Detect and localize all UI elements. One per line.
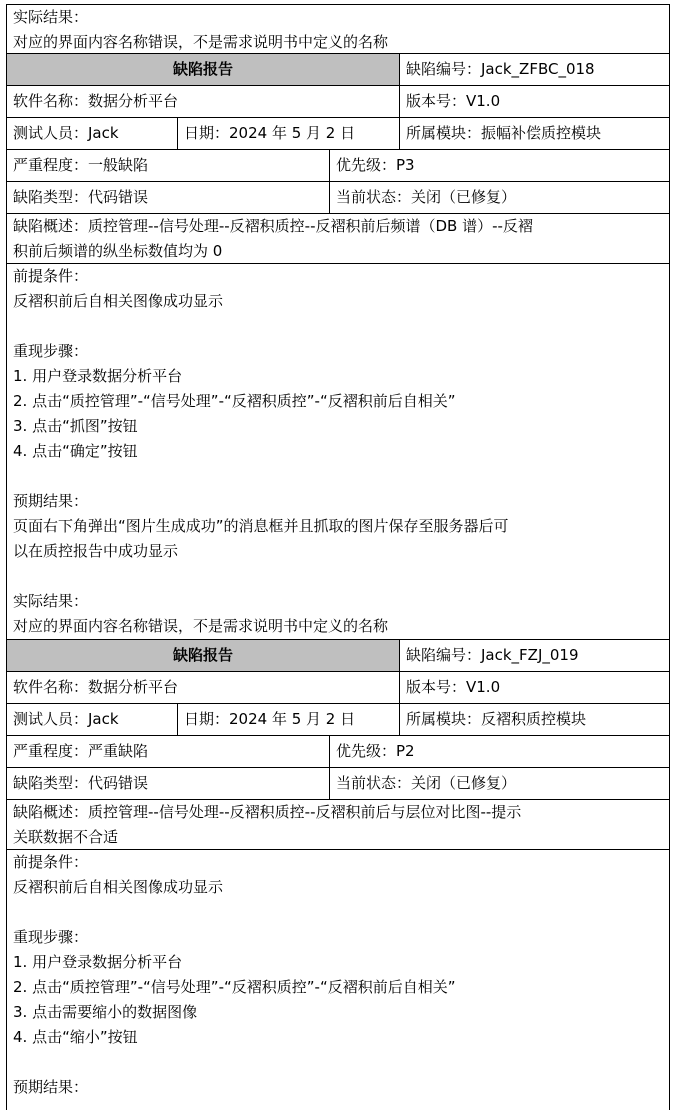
precondition-label: 前提条件： [13,267,89,285]
report1-software-row [6,86,670,118]
steps-label: 重现步骤： [13,342,89,360]
step-item: 2. 点击“质控管理”-“信号处理”-“反褶积质控”-“反褶积前后自相关” [13,392,456,410]
severity: 严重程度：一般缺陷 [13,156,149,174]
actual-text: 对应的界面内容名称错误，不是需求说明书中定义的名称 [13,617,389,635]
summary-line: 关联数据不合适 [13,828,119,846]
step-item: 1. 用户登录数据分析平台 [13,953,183,971]
defect-id: 缺陷编号：Jack_FZJ_019 [399,640,669,671]
report1-header-row [6,54,670,86]
defect-id: 缺陷编号：Jack_ZFBC_018 [399,54,669,85]
precondition-label: 前提条件： [13,853,89,871]
software-name: 软件名称：数据分析平台 [13,92,179,110]
report1-summary-row [6,214,670,264]
report1-tester-row [6,118,670,150]
version-number: 版本号：V1.0 [399,86,669,117]
expected-text: 以在质控报告中成功显示 [13,542,179,560]
priority: 优先级：P3 [329,150,669,181]
expected-text: 页面右下角弹出“图片生成成功”的消息框并且抓取的图片保存至服务器后可 [13,517,509,535]
precondition-text: 反褶积前后自相关图像成功显示 [13,292,224,310]
expected-label: 预期结果： [13,1078,89,1096]
report1-details [6,264,670,640]
current-status: 当前状态：关闭（已修复） [329,182,669,213]
tester: 测试人员：Jack [13,710,119,728]
report-date: 日期：2024 年 5 月 2 日 [177,118,399,149]
current-status: 当前状态：关闭（已修复） [329,768,669,799]
defect-type: 缺陷类型：代码错误 [13,774,149,792]
module: 所属模块：反褶积质控模块 [399,704,669,735]
priority: 优先级：P2 [329,736,669,767]
actual-result-label: 实际结果： [13,8,89,26]
step-item: 3. 点击需要缩小的数据图像 [13,1003,198,1021]
actual-label: 实际结果： [13,592,89,610]
defect-type: 缺陷类型：代码错误 [13,188,149,206]
severity: 严重程度：严重缺陷 [13,742,149,760]
step-item: 4. 点击“确定”按钮 [13,442,138,460]
step-item: 2. 点击“质控管理”-“信号处理”-“反褶积质控”-“反褶积前后自相关” [13,978,456,996]
step-item: 3. 点击“抓图”按钮 [13,417,138,435]
actual-result-text: 对应的界面内容名称错误，不是需求说明书中定义的名称 [13,33,389,51]
expected-label: 预期结果： [13,492,89,510]
summary-line: 积前后频谱的纵坐标数值均为 0 [13,242,223,260]
report2-severity-row [6,736,670,768]
software-name: 软件名称：数据分析平台 [13,678,179,696]
report2-tester-row [6,704,670,736]
report2-type-row [6,768,670,800]
report-title: 缺陷报告 [7,640,399,671]
step-item: 4. 点击“缩小”按钮 [13,1028,138,1046]
report1-type-row [6,182,670,214]
report2-software-row [6,672,670,704]
version-number: 版本号：V1.0 [399,672,669,703]
tester: 测试人员：Jack [13,124,119,142]
report2-summary-row [6,800,670,850]
report2-header-row [6,640,670,672]
report-title: 缺陷报告 [7,54,399,85]
step-item: 1. 用户登录数据分析平台 [13,367,183,385]
steps-label: 重现步骤： [13,928,89,946]
previous-actual-result [6,4,670,54]
defect-report-document [6,4,670,1110]
summary-line: 缺陷概述：质控管理--信号处理--反褶积质控--反褶积前后频谱（DB 谱）--反褶 [13,217,533,235]
summary-line: 缺陷概述：质控管理--信号处理--反褶积质控--反褶积前后与层位对比图--提示 [13,803,522,821]
report-date: 日期：2024 年 5 月 2 日 [177,704,399,735]
report2-details [6,850,670,1110]
module: 所属模块：振幅补偿质控模块 [399,118,669,149]
precondition-text: 反褶积前后自相关图像成功显示 [13,878,224,896]
report1-severity-row [6,150,670,182]
